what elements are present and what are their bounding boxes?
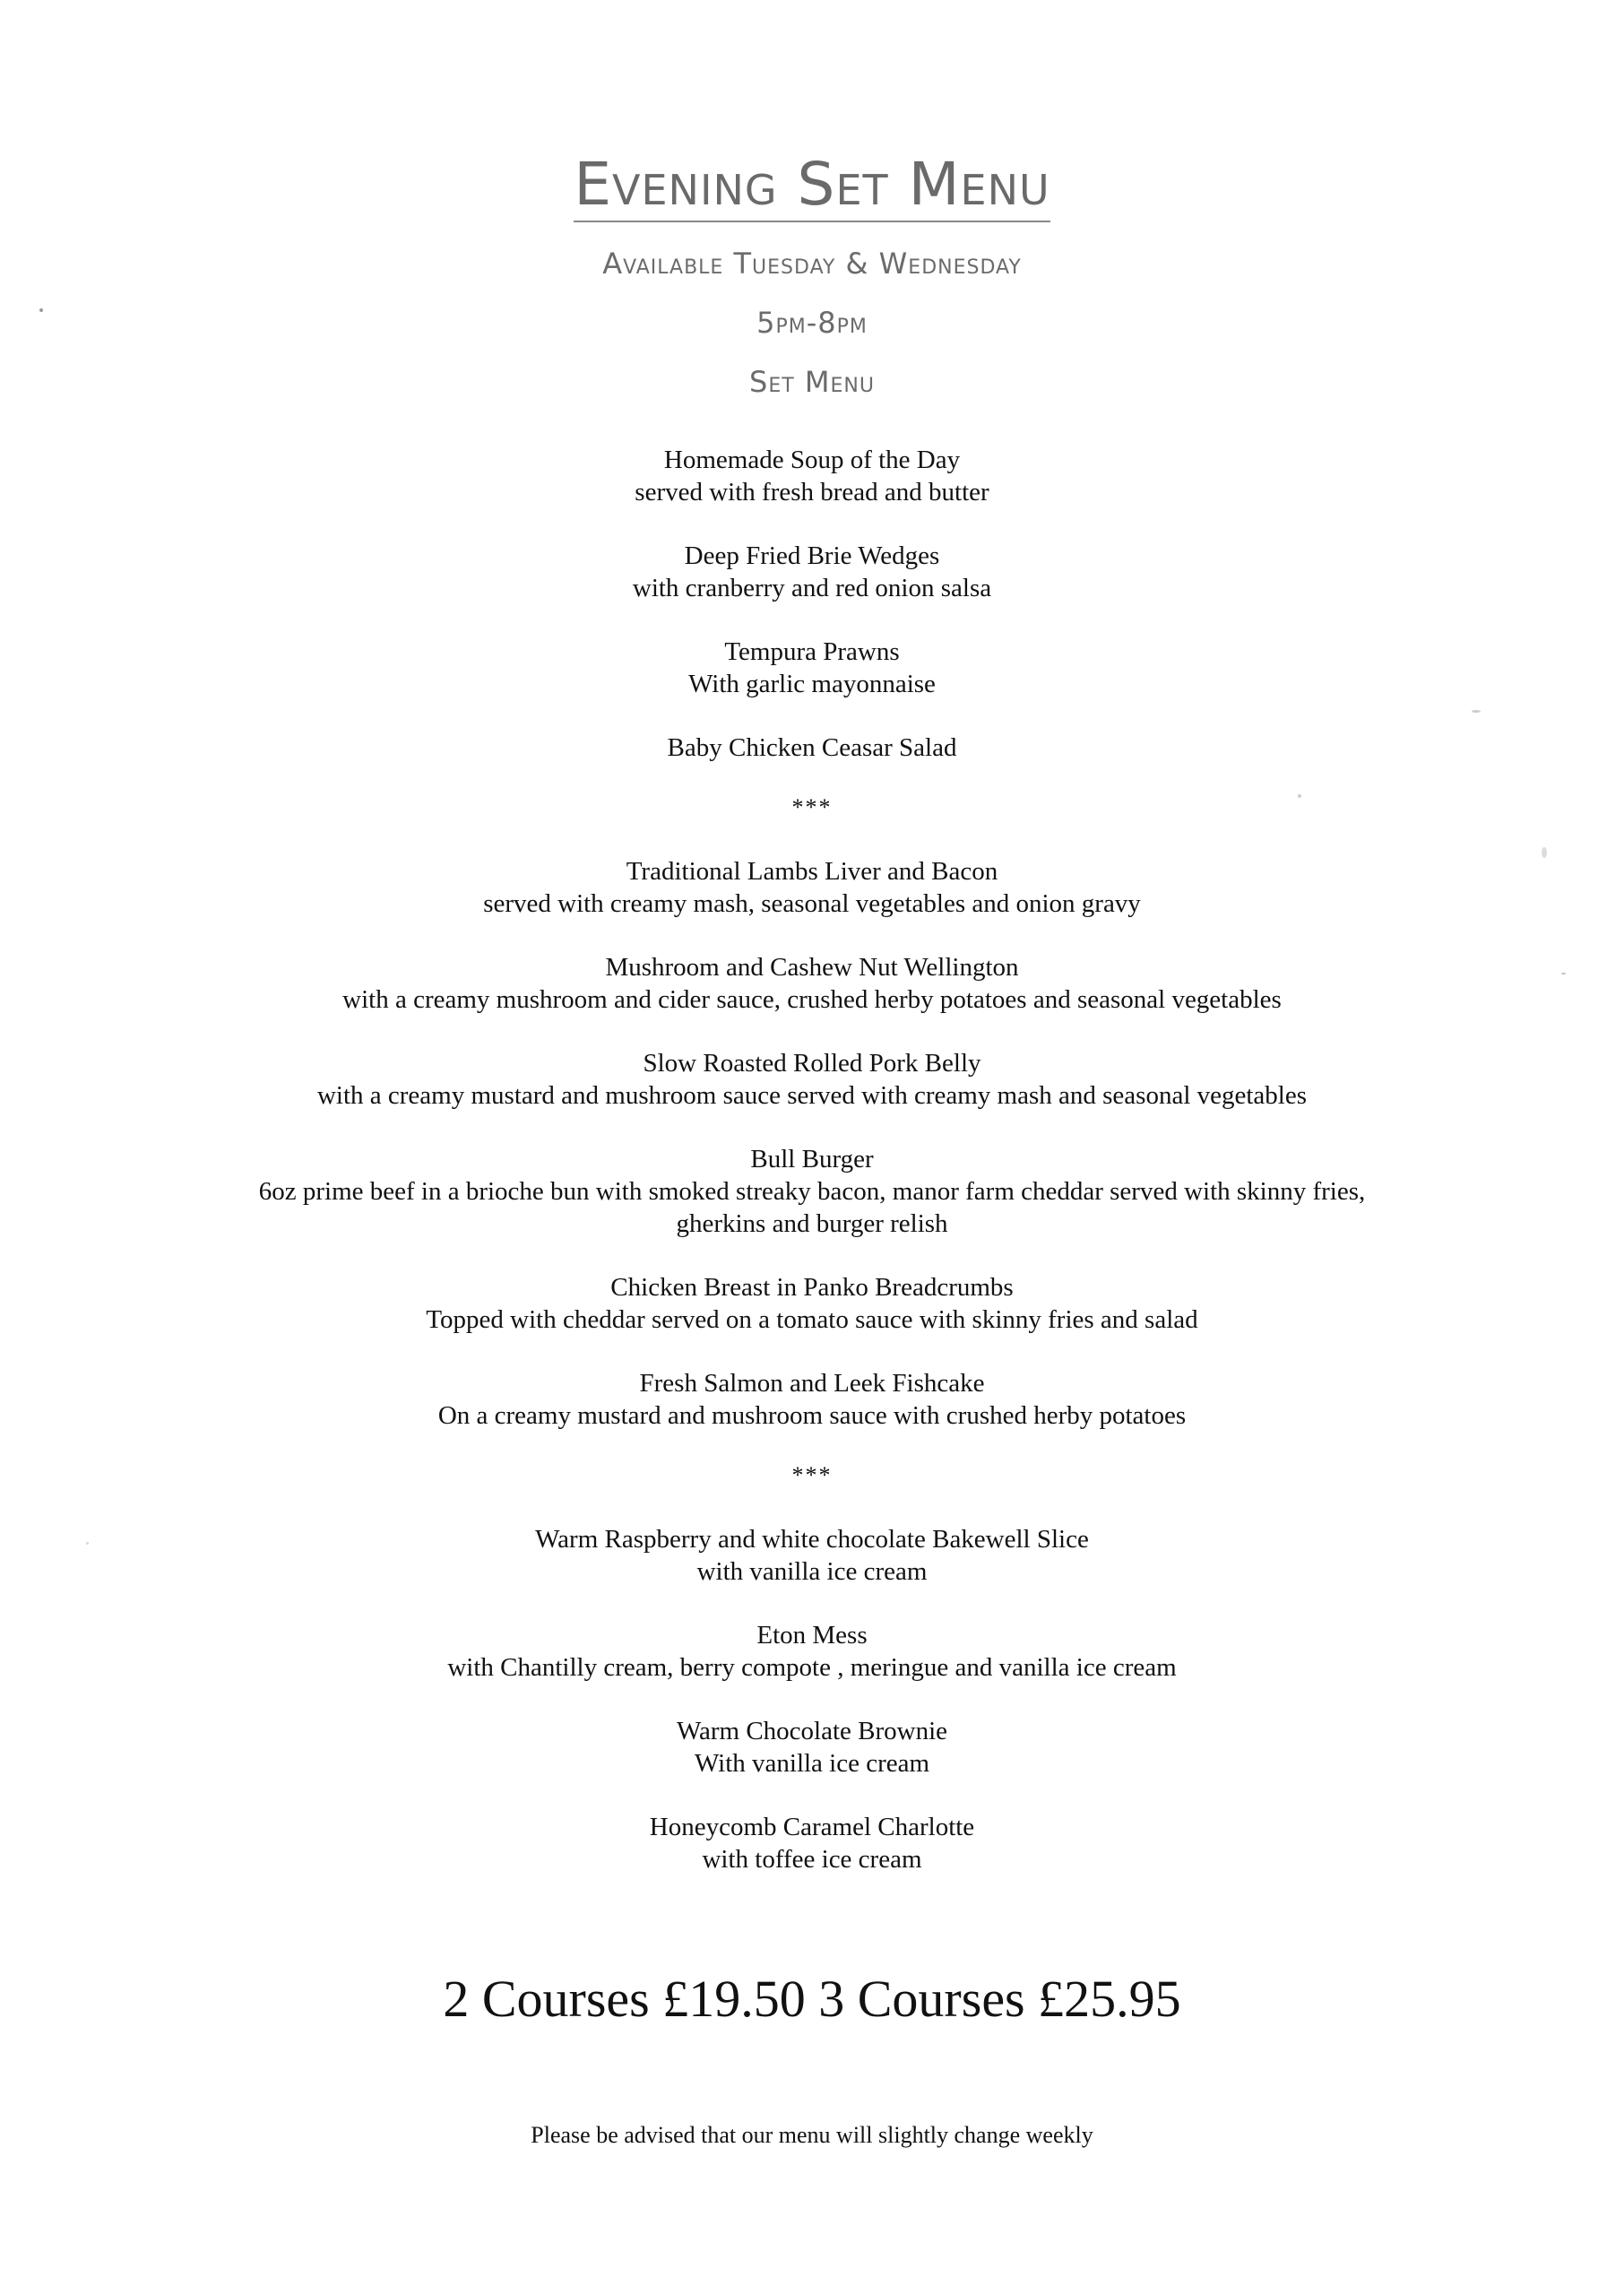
hours-text: 5pm-8pm <box>756 306 868 340</box>
main-item <box>0 1367 1624 1432</box>
dish-description: With vanilla ice cream <box>694 1749 930 1778</box>
main-item <box>0 1143 1624 1240</box>
dish-description: 6oz prime beef in a brioche bun with smoked streaky bacon, manor farm cheddar served with skinny fries, <box>258 1177 1366 1206</box>
scan-speck <box>86 1542 89 1545</box>
dish-name: Tempura Prawns <box>724 637 900 666</box>
dish-name: Eton Mess <box>756 1621 868 1650</box>
course-pricing: 2 Courses £19.50 3 Courses £25.95 <box>443 1970 1181 2028</box>
scan-speck <box>1298 794 1301 798</box>
main-item <box>0 1271 1624 1336</box>
dish-name: Slow Roasted Rolled Pork Belly <box>643 1049 981 1078</box>
dish-name: Deep Fried Brie Wedges <box>684 541 940 570</box>
scan-speck <box>39 308 43 312</box>
dish-name: Warm Chocolate Brownie <box>676 1717 948 1745</box>
dish-description: with vanilla ice cream <box>696 1557 928 1586</box>
set-menu-subtitle: Set Menu <box>749 365 875 399</box>
dish-description: with Chantilly cream, berry compote , meringue and vanilla ice cream <box>447 1653 1177 1682</box>
dish-name: Bull Burger <box>750 1145 874 1173</box>
dish-description: With garlic mayonnaise <box>688 670 936 698</box>
dish-name: Homemade Soup of the Day <box>663 446 961 474</box>
dish-name: Baby Chicken Ceasar Salad <box>667 733 957 762</box>
scan-speck <box>1542 847 1547 858</box>
dessert-item <box>0 1619 1624 1684</box>
dish-name: Traditional Lambs Liver and Bacon <box>626 857 998 886</box>
main-item <box>0 951 1624 1016</box>
course-separator: *** <box>791 794 833 820</box>
starter-item <box>0 732 1624 764</box>
dish-name: Warm Raspberry and white chocolate Bakewell Slice <box>535 1525 1089 1554</box>
dish-name: Mushroom and Cashew Nut Wellington <box>605 953 1019 982</box>
menu-body <box>0 444 1624 1907</box>
dish-description: with cranberry and red onion salsa <box>632 574 992 602</box>
weekly-change-notice: Please be advised that our menu will slightly change weekly <box>531 2122 1093 2148</box>
dish-description: Topped with cheddar served on a tomato sauce with skinny fries and salad <box>426 1305 1198 1334</box>
dish-name: Honeycomb Caramel Charlotte <box>649 1813 975 1841</box>
page-title: Evening Set Menu <box>574 151 1050 222</box>
starter-item <box>0 540 1624 604</box>
availability-text: Available Tuesday & Wednesday <box>602 247 1022 281</box>
scan-speck <box>1561 973 1566 974</box>
dish-description: with a creamy mustard and mushroom sauce served with creamy mash and seasonal vegetables <box>316 1081 1308 1110</box>
dish-name: Chicken Breast in Panko Breadcrumbs <box>610 1273 1014 1302</box>
menu-header <box>0 151 1624 400</box>
course-separator: *** <box>791 1462 833 1488</box>
scan-speck <box>1472 710 1481 713</box>
dish-description: with toffee ice cream <box>702 1845 922 1874</box>
dish-description: with a creamy mushroom and cider sauce, crushed herby potatoes and seasonal vegetables <box>342 985 1282 1014</box>
dish-name: Fresh Salmon and Leek Fishcake <box>639 1369 985 1398</box>
dish-description: served with creamy mash, seasonal vegetables and onion gravy <box>483 889 1141 918</box>
dessert-item <box>0 1715 1624 1780</box>
main-item <box>0 855 1624 920</box>
dish-description: served with fresh bread and butter <box>635 478 989 507</box>
main-item <box>0 1047 1624 1112</box>
dessert-item <box>0 1523 1624 1588</box>
dessert-item <box>0 1811 1624 1875</box>
starter-item <box>0 444 1624 508</box>
starter-item <box>0 636 1624 700</box>
dish-description-continued: gherkins and burger relish <box>676 1209 948 1238</box>
dish-description: On a creamy mustard and mushroom sauce with crushed herby potatoes <box>437 1401 1187 1430</box>
